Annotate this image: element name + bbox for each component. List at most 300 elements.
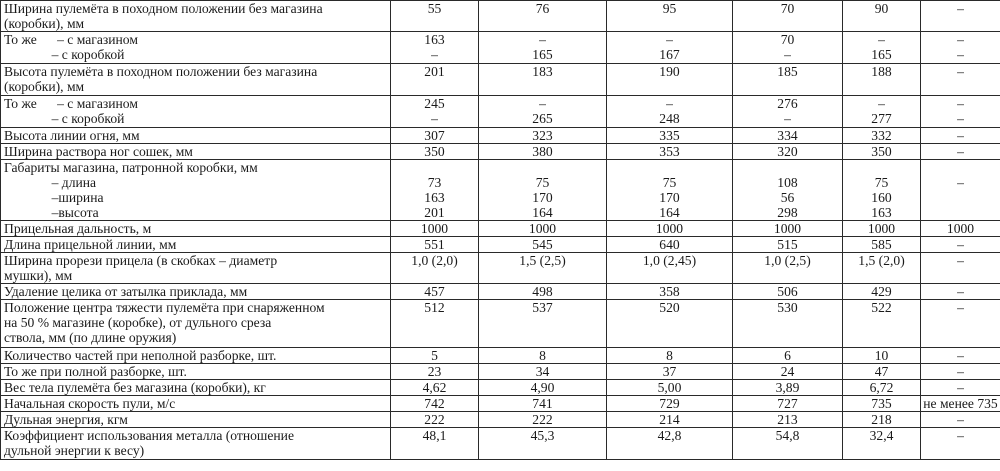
cell-value-line (921, 160, 1000, 175)
cell-value-line (733, 160, 842, 175)
cell-value-line: 248 (659, 111, 680, 126)
cell-value (733, 237, 843, 253)
cell-value (479, 412, 607, 428)
cell-value-line: 4,90 (530, 380, 555, 395)
cell-value (733, 64, 843, 96)
cell-value (843, 396, 921, 412)
cell-value-line: 163 (424, 190, 445, 205)
cell-value-line: 75 (874, 175, 889, 190)
cell-value-line: 380 (532, 144, 553, 159)
cell-value-line: 298 (777, 205, 798, 220)
cell-value-line: 6 (784, 348, 791, 363)
cell-value-line: 190 (659, 64, 680, 79)
cell-value-line: 1000 (655, 221, 684, 236)
cell-value (733, 128, 843, 144)
cell-value-line: 1,0 (2,0) (411, 253, 458, 268)
cell-value-line: – (878, 32, 885, 47)
cell-value-line: – (957, 364, 964, 379)
cell-value-line: 183 (532, 64, 553, 79)
cell-value-line: 530 (777, 300, 798, 315)
cell-value (391, 96, 479, 128)
cell-value-line: 165 (871, 47, 892, 62)
cell-value (921, 128, 1000, 144)
row-label (1, 1, 391, 32)
cell-value (843, 412, 921, 428)
cell-value (607, 412, 733, 428)
cell-value-line: 5 (431, 348, 438, 363)
cell-value-line: – (666, 32, 673, 47)
cell-value-line: 55 (427, 1, 442, 16)
row-label-line: Ширина раствора ног сошек, мм (4, 144, 193, 159)
cell-value-line: 73 (427, 175, 442, 190)
cell-value (921, 396, 1000, 412)
table-row (1, 348, 1000, 364)
table-row (1, 144, 1000, 160)
row-label (1, 160, 391, 221)
cell-value-line: – (431, 47, 438, 62)
cell-value (607, 96, 733, 128)
table-row (1, 396, 1000, 412)
cell-value (733, 1, 843, 32)
cell-value (479, 144, 607, 160)
cell-value-line: – (957, 111, 964, 126)
table-row (1, 1, 1000, 32)
cell-value-line: 1,5 (2,0) (858, 253, 905, 268)
cell-value-line: 32,4 (869, 428, 894, 443)
cell-value (391, 428, 479, 460)
cell-value-line: 506 (777, 284, 798, 299)
cell-value (921, 64, 1000, 96)
cell-value (843, 237, 921, 253)
cell-value-line: 277 (871, 111, 892, 126)
cell-value (607, 32, 733, 64)
row-label-line: Высота пулемёта в походном положении без магазина (4, 64, 318, 79)
cell-value (391, 284, 479, 300)
cell-value (843, 253, 921, 284)
cell-value-line: 34 (535, 364, 550, 379)
cell-value-line: – (784, 111, 791, 126)
cell-value-line: – (957, 1, 964, 16)
cell-value-line: 537 (532, 300, 553, 315)
cell-value-line: 3,89 (775, 380, 800, 395)
cell-value-line: 95 (662, 1, 677, 16)
cell-value (733, 144, 843, 160)
cell-value (479, 364, 607, 380)
table-row (1, 32, 1000, 64)
cell-value (391, 300, 479, 348)
cell-value (843, 128, 921, 144)
cell-value (607, 364, 733, 380)
cell-value-line: не менее 735 (923, 396, 998, 411)
row-label-line: Количество частей при неполной разборке, шт. (4, 348, 277, 363)
row-label-line: Коэффициент использования металла (отношение (4, 428, 294, 443)
cell-value (391, 160, 479, 221)
cell-value (607, 253, 733, 284)
cell-value-line: 164 (532, 205, 553, 220)
cell-value (479, 396, 607, 412)
cell-value-line: – (957, 253, 964, 268)
row-label (1, 144, 391, 160)
cell-value-line: 742 (424, 396, 445, 411)
cell-value-line (391, 160, 478, 175)
table-row (1, 160, 1000, 221)
cell-value-line: – (957, 380, 964, 395)
row-label-line: – с коробкой (4, 47, 125, 62)
cell-value (733, 284, 843, 300)
row-label-line: То же – с магазином (4, 96, 138, 111)
cell-value (391, 221, 479, 237)
row-label-line: (коробки), мм (4, 79, 85, 94)
cell-value (733, 253, 843, 284)
cell-value (391, 144, 479, 160)
cell-value-line: 640 (659, 237, 680, 252)
cell-value (391, 364, 479, 380)
row-label (1, 300, 391, 348)
cell-value (921, 1, 1000, 32)
cell-value-line: 350 (871, 144, 892, 159)
row-label-line: Дульная энергия, кгм (4, 412, 128, 427)
table-row (1, 64, 1000, 96)
row-label-line: – длина (4, 175, 97, 190)
row-label (1, 128, 391, 144)
row-label (1, 237, 391, 253)
cell-value-line: 727 (777, 396, 798, 411)
cell-value-line: – (957, 412, 964, 427)
cell-value (479, 96, 607, 128)
row-label-line: мушки), мм (4, 268, 73, 283)
cell-value (607, 144, 733, 160)
cell-value (921, 348, 1000, 364)
table-row (1, 428, 1000, 460)
cell-value-line: 245 (424, 96, 445, 111)
cell-value-line: 8 (539, 348, 546, 363)
cell-value-line: 201 (424, 205, 445, 220)
cell-value (479, 64, 607, 96)
cell-value (479, 128, 607, 144)
cell-value-line: 185 (777, 64, 798, 79)
table-row (1, 221, 1000, 237)
cell-value-line: 8 (666, 348, 673, 363)
row-label-line: Длина прицельной линии, мм (4, 237, 177, 252)
cell-value-line: 4,62 (422, 380, 447, 395)
cell-value-line: – (957, 144, 964, 159)
row-label (1, 428, 391, 460)
cell-value (921, 160, 1000, 221)
cell-value-line: 1000 (420, 221, 449, 236)
cell-value-line: 10 (874, 348, 889, 363)
cell-value (479, 300, 607, 348)
cell-value (843, 160, 921, 221)
cell-value-line: 334 (777, 128, 798, 143)
cell-value-line: 1000 (528, 221, 557, 236)
cell-value-line: 1000 (773, 221, 802, 236)
cell-value-line: 108 (777, 175, 798, 190)
row-label (1, 32, 391, 64)
cell-value (843, 32, 921, 64)
cell-value (733, 348, 843, 364)
cell-value-line: 218 (871, 412, 892, 427)
cell-value-line: – (957, 175, 964, 190)
cell-value-line: – (957, 348, 964, 363)
cell-value-line: 48,1 (422, 428, 447, 443)
row-label-line: на 50 % магазине (коробке), от дульного среза (4, 315, 272, 330)
cell-value-line: 167 (659, 47, 680, 62)
row-label (1, 364, 391, 380)
cell-value (733, 412, 843, 428)
cell-value-line: 164 (659, 205, 680, 220)
specs-table-body (1, 1, 1000, 460)
cell-value-line: 214 (659, 412, 680, 427)
cell-value-line: 498 (532, 284, 553, 299)
cell-value (921, 284, 1000, 300)
cell-value-line: 429 (871, 284, 892, 299)
cell-value-line: 335 (659, 128, 680, 143)
cell-value (843, 144, 921, 160)
cell-value (921, 364, 1000, 380)
row-label-line: –ширина (4, 190, 104, 205)
cell-value-line: – (957, 284, 964, 299)
row-label (1, 412, 391, 428)
cell-value (843, 221, 921, 237)
cell-value-line: 70 (780, 32, 795, 47)
row-label-line: Габариты магазина, патронной коробки, мм (4, 160, 258, 175)
cell-value-line: 70 (780, 1, 795, 16)
row-label-line: Положение центра тяжести пулемёта при снаряженном (4, 300, 325, 315)
cell-value (479, 32, 607, 64)
table-row (1, 96, 1000, 128)
cell-value (607, 160, 733, 221)
cell-value (733, 32, 843, 64)
cell-value-line: 350 (424, 144, 445, 159)
cell-value (391, 1, 479, 32)
cell-value-line: – (957, 64, 964, 79)
row-label (1, 221, 391, 237)
cell-value-line: 320 (777, 144, 798, 159)
cell-value (479, 1, 607, 32)
cell-value-line: 735 (871, 396, 892, 411)
cell-value (607, 237, 733, 253)
cell-value-line: 24 (780, 364, 795, 379)
cell-value (479, 284, 607, 300)
cell-value-line: 1000 (946, 221, 975, 236)
cell-value-line: 741 (532, 396, 553, 411)
cell-value-line: 163 (871, 205, 892, 220)
cell-value (921, 237, 1000, 253)
cell-value-line: 353 (659, 144, 680, 159)
cell-value (391, 348, 479, 364)
cell-value-line: 47 (874, 364, 889, 379)
table-row (1, 253, 1000, 284)
row-label (1, 64, 391, 96)
cell-value (733, 396, 843, 412)
cell-value (607, 284, 733, 300)
row-label-line: Ширина пулемёта в походном положении без магазина (4, 1, 323, 16)
cell-value-line: 45,3 (530, 428, 555, 443)
cell-value-line (921, 205, 1000, 220)
cell-value-line: 37 (662, 364, 677, 379)
cell-value-line: 6,72 (869, 380, 894, 395)
cell-value (843, 348, 921, 364)
row-label-line: Удаление целика от затылка приклада, мм (4, 284, 248, 299)
cell-value-line (607, 160, 732, 175)
cell-value (921, 300, 1000, 348)
cell-value-line: 358 (659, 284, 680, 299)
row-label-line: – с коробкой (4, 111, 125, 126)
cell-value-line: 1000 (867, 221, 896, 236)
cell-value (479, 348, 607, 364)
table-row (1, 412, 1000, 428)
cell-value (921, 96, 1000, 128)
cell-value-line: 213 (777, 412, 798, 427)
row-label (1, 380, 391, 396)
cell-value-line: 42,8 (657, 428, 682, 443)
cell-value (733, 364, 843, 380)
cell-value-line: 23 (427, 364, 442, 379)
cell-value-line: – (784, 47, 791, 62)
row-label-line: То же – с магазином (4, 32, 138, 47)
row-label-line: Начальная скорость пули, м/с (4, 396, 176, 411)
cell-value (391, 128, 479, 144)
cell-value-line: – (957, 128, 964, 143)
cell-value (607, 348, 733, 364)
cell-value-line: 515 (777, 237, 798, 252)
cell-value (733, 380, 843, 396)
row-label (1, 96, 391, 128)
cell-value (843, 96, 921, 128)
cell-value-line: 457 (424, 284, 445, 299)
cell-value (391, 237, 479, 253)
cell-value (391, 380, 479, 396)
cell-value (607, 428, 733, 460)
cell-value-line: 56 (780, 190, 795, 205)
cell-value-line: 163 (424, 32, 445, 47)
cell-value (843, 284, 921, 300)
cell-value (391, 64, 479, 96)
row-label-line: То же при полной разборке, шт. (4, 364, 187, 379)
cell-value (733, 160, 843, 221)
cell-value (843, 364, 921, 380)
cell-value-line: – (957, 237, 964, 252)
row-label (1, 348, 391, 364)
cell-value (479, 160, 607, 221)
cell-value-line: – (957, 96, 964, 111)
cell-value-line: 512 (424, 300, 445, 315)
row-label-line: Прицельная дальность, м (4, 221, 152, 236)
cell-value-line: 1,0 (2,5) (764, 253, 811, 268)
cell-value (921, 412, 1000, 428)
cell-value (391, 253, 479, 284)
cell-value-line: – (539, 32, 546, 47)
cell-value (921, 32, 1000, 64)
cell-value-line (921, 190, 1000, 205)
table-row (1, 380, 1000, 396)
cell-value-line: 75 (535, 175, 550, 190)
cell-value-line: – (878, 96, 885, 111)
table-row (1, 364, 1000, 380)
cell-value (391, 32, 479, 64)
row-label-line: –высота (4, 205, 99, 220)
cell-value (921, 380, 1000, 396)
cell-value (479, 380, 607, 396)
cell-value (733, 300, 843, 348)
cell-value-line: 76 (535, 1, 550, 16)
cell-value-line: 522 (871, 300, 892, 315)
table-row (1, 284, 1000, 300)
cell-value-line: 201 (424, 64, 445, 79)
cell-value (391, 396, 479, 412)
row-label-line: Вес тела пулемёта без магазина (коробки), кг (4, 380, 266, 395)
cell-value (607, 396, 733, 412)
cell-value-line: 332 (871, 128, 892, 143)
cell-value-line: 265 (532, 111, 553, 126)
cell-value (733, 96, 843, 128)
cell-value-line: 75 (662, 175, 677, 190)
cell-value-line: 170 (659, 190, 680, 205)
cell-value (607, 380, 733, 396)
cell-value-line: 1,0 (2,45) (642, 253, 697, 268)
cell-value-line: 585 (871, 237, 892, 252)
row-label-line: ствола, мм (по длине оружия) (4, 330, 177, 345)
cell-value-line (479, 160, 606, 175)
cell-value-line: – (957, 300, 964, 315)
cell-value-line: – (539, 96, 546, 111)
cell-value (391, 412, 479, 428)
cell-value-line (843, 160, 920, 175)
row-label (1, 396, 391, 412)
cell-value-line: 1,5 (2,5) (519, 253, 566, 268)
cell-value (607, 1, 733, 32)
cell-value (843, 380, 921, 396)
row-label-line: (коробки), мм (4, 16, 85, 31)
cell-value (479, 428, 607, 460)
cell-value (921, 428, 1000, 460)
cell-value (843, 300, 921, 348)
cell-value-line: 307 (424, 128, 445, 143)
cell-value-line: – (957, 428, 964, 443)
cell-value (733, 221, 843, 237)
table-row (1, 300, 1000, 348)
cell-value-line: 188 (871, 64, 892, 79)
row-label (1, 284, 391, 300)
cell-value-line: 54,8 (775, 428, 800, 443)
cell-value-line: – (666, 96, 673, 111)
cell-value-line: 276 (777, 96, 798, 111)
cell-value (843, 64, 921, 96)
cell-value-line: 520 (659, 300, 680, 315)
cell-value-line: 222 (424, 412, 445, 427)
cell-value (607, 300, 733, 348)
row-label-line: Ширина прорези прицела (в скобках – диаметр (4, 253, 278, 268)
cell-value (843, 1, 921, 32)
row-label-line: Высота линии огня, мм (4, 128, 140, 143)
cell-value-line: 323 (532, 128, 553, 143)
cell-value-line: 551 (424, 237, 445, 252)
cell-value-line: 222 (532, 412, 553, 427)
cell-value-line: – (957, 47, 964, 62)
table-row (1, 128, 1000, 144)
cell-value-line: – (431, 111, 438, 126)
cell-value-line: – (957, 32, 964, 47)
cell-value (921, 144, 1000, 160)
cell-value-line: 165 (532, 47, 553, 62)
table-row (1, 237, 1000, 253)
cell-value-line: 160 (871, 190, 892, 205)
cell-value-line: 5,00 (657, 380, 682, 395)
row-label-line: дульной энергии к весу) (4, 443, 145, 458)
cell-value (607, 221, 733, 237)
cell-value-line: 545 (532, 237, 553, 252)
row-label (1, 253, 391, 284)
